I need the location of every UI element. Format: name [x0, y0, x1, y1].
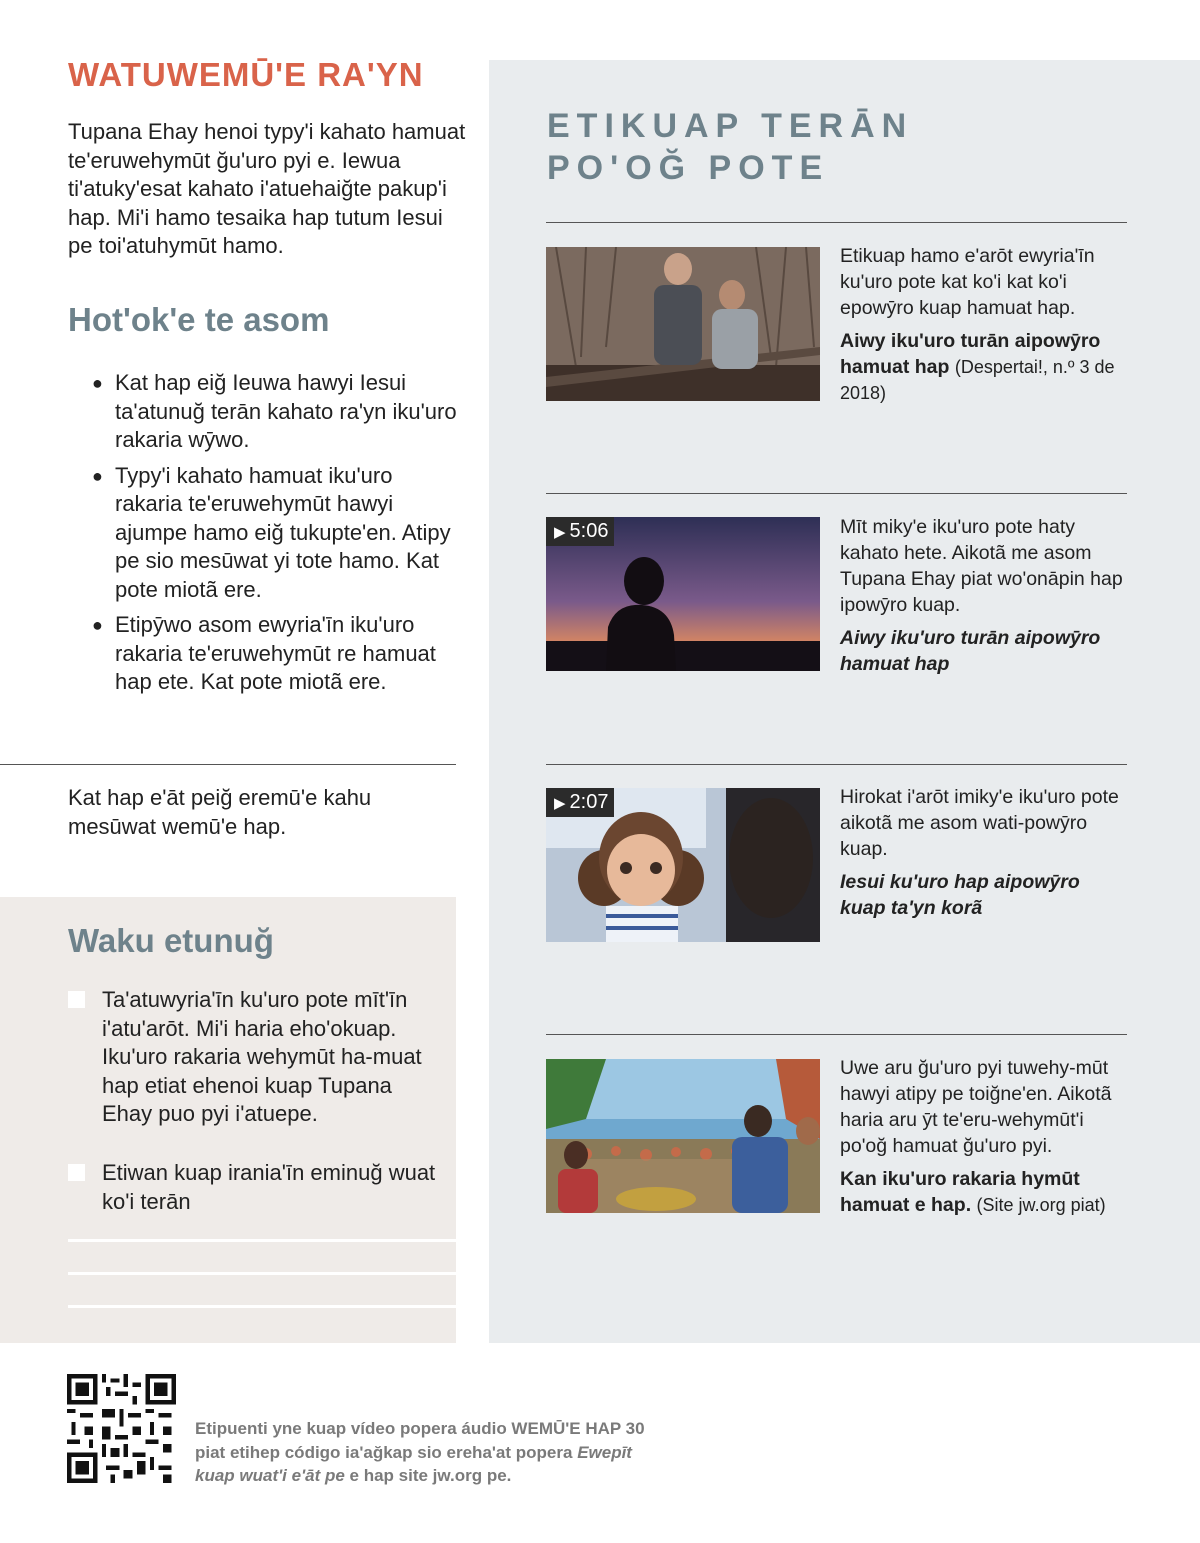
item-description: Mīt miky'e iku'uro pote haty kahato hete. Aikotã me asom Tupana Ehay piat wo'onāpin hap ipowȳro kuap. Aiwy iku'uro turān aipowȳro hamuat hap — [840, 516, 1123, 675]
play-icon: ▶ — [554, 524, 566, 541]
panel-title: ETIKUAP TERĀN PO'OĞ POTE — [547, 107, 914, 187]
item-description: Uwe aru ğu'uro pyi tuwehy-mūt hawyi atipy pe toiğne'en. Aikotã haria aru ȳt te'eru-wehymūt'i po'oğ hamuat ğu'uro pyi. Kan iku'uro rakaria hymūt hamuat e hap. (Site jw.org piat) — [840, 1057, 1112, 1216]
checkbox-icon[interactable] — [68, 991, 85, 1008]
item-description: Hirokat i'arōt imiky'e iku'uro pote aikotã me asom wati-powȳro kuap. Iesui ku'uro hap aipowȳro kuap ta'yn korã — [840, 786, 1119, 919]
video-duration-badge: ▶ 2:07 — [546, 788, 614, 817]
intro-paragraph: Tupana Ehay henoi typy'i kahato hamuat te'eruwehymūt ğu'uro pyi e. Iewua ti'atuky'esat kahato i'atuehaiğte pakup'i hap. Mi'i hamo tesaika hap tutum Iesui pe toi'atuhymūt hamo. — [68, 119, 466, 258]
discussion-item: ● Kat hap eiğ Ieuwa hawyi Iesui ta'atunuğ terān kahato ra'yn iku'uro rakaria wȳwo. — [92, 370, 457, 452]
write-line[interactable] — [68, 1239, 456, 1242]
discussion-list — [92, 369, 457, 704]
video-duration-badge: ▶ 5:06 — [546, 517, 614, 546]
write-line[interactable] — [68, 1272, 456, 1275]
goal-item[interactable]: Ta'atuwyria'īn ku'uro pote mīt'īn i'atu'arōt. Mi'i haria eho'okuap. Iku'uro rakaria wehymūt ha-muat hap etiat ehenoi kuap Tupana Ehay puo pyi i'atuepe. — [68, 986, 438, 1129]
discuss-heading: Hot'ok'e te asom — [68, 301, 330, 338]
article-link[interactable]: Aiwy iku'uro turān aipowȳro hamuat hap — [840, 330, 1101, 378]
bullet-icon: ● — [92, 373, 103, 393]
checkbox-icon[interactable] — [68, 1164, 85, 1181]
discussion-item: ● Typy'i kahato hamuat iku'uro rakaria te'eruwehymūt hawyi ajumpe hamo eiğ tukupte'en. Atipy pe sio mesūwat yi tote hamo. Kat pote miotã ere. — [92, 462, 451, 602]
bullet-icon: ● — [92, 465, 103, 486]
video-link[interactable]: Iesui ku'uro hap aipowȳro kuap ta'yn korã — [840, 871, 1080, 919]
paradise-crowd-image — [546, 1059, 820, 1213]
couple-on-bridge-image — [546, 247, 820, 401]
divider — [546, 764, 1127, 765]
item-description: Etikuap hamo e'arōt ewyria'īn ku'uro pote kat ko'i kat ko'i epowȳro kuap hamuat hap. Aiwy iku'uro turān aipowȳro hamuat hap (Despertai!, n.º 3 de 2018) — [840, 245, 1115, 403]
video-thumbnail[interactable] — [546, 788, 820, 942]
video-thumbnail[interactable] — [546, 517, 820, 671]
qr-code-icon[interactable] — [67, 1374, 176, 1483]
article-thumbnail[interactable] — [546, 1059, 820, 1213]
goal-heading: Waku etunuğ — [68, 922, 274, 959]
divider — [546, 222, 1127, 223]
article-thumbnail[interactable] — [546, 247, 820, 401]
discussion-item: ● Etipȳwo asom ewyria'īn iku'uro rakaria te'eruwehymūt re hamuat hap ete. Kat pote miotã ere. — [92, 612, 436, 694]
lesson-title: WATUWEMŪ'E RA'YN — [68, 56, 424, 93]
article-link[interactable]: Kan iku'uro rakaria hymūt hamuat e hap. — [840, 1168, 1080, 1216]
note-text: Kat hap e'āt peiğ eremū'e kahu mesūwat wemū'e hap. — [68, 785, 372, 839]
divider — [0, 764, 456, 765]
footer-text: Etipuenti yne kuap vídeo popera áudio WEMŪ'E HAP 30 piat etihep código ia'ağkap sio ereha'at popera Ewepīt kuap wuat'i e'āt pe e hap site jw.org pe. — [195, 1419, 645, 1485]
bullet-icon: ● — [92, 615, 103, 635]
goal-item[interactable]: Etiwan kuap irania'īn eminuğ wuat ko'i terān — [68, 1159, 438, 1216]
play-icon: ▶ — [554, 795, 566, 812]
divider — [546, 493, 1127, 494]
video-link[interactable]: Aiwy iku'uro turān aipowȳro hamuat hap — [840, 627, 1101, 675]
write-line[interactable] — [68, 1305, 456, 1308]
divider — [546, 1034, 1127, 1035]
